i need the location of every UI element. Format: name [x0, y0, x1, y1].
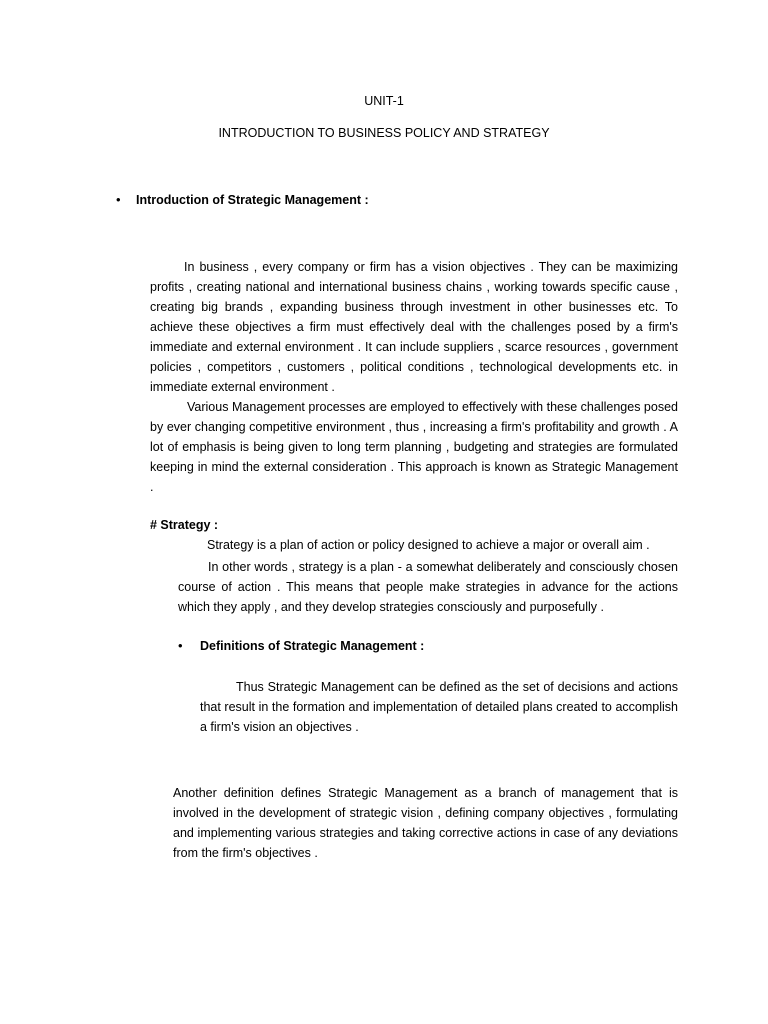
paragraph-management-processes: Various Management processes are employed to effectively with these challenges posed by ever changing competitive environment , thus , increasing a firm's profitability and growth . A lot of emphasis is being given to long term planning , budgeting and strategies are formulated keeping in mind the external consideration . This approach is known as Strategic Management . — [150, 400, 678, 494]
section-heading-definitions: Definitions of Strategic Management : — [200, 639, 425, 653]
strategy-definition: Strategy is a plan of action or policy designed to achieve a major or overall aim . — [207, 538, 650, 552]
strategy-paragraph: In other words , strategy is a plan - a somewhat deliberately and consciously chosen course of action . This means that people make strategies in advance for the actions which they apply , and they develop strategies consciously and purposefully . — [178, 560, 678, 614]
unit-label: UNIT-1 — [364, 94, 404, 108]
bullet-marker: • — [116, 192, 121, 207]
definition-paragraph-1: Thus Strategic Management can be defined as the set of decisions and actions that result in the formation and implementation of detailed plans created to accomplish a firm's vision an objectives . — [200, 680, 678, 734]
bullet-marker: • — [178, 638, 183, 653]
page-title: INTRODUCTION TO BUSINESS POLICY AND STRATEGY — [218, 126, 550, 140]
section-heading-introduction: Introduction of Strategic Management : — [136, 193, 369, 207]
definition-paragraph-2: Another definition defines Strategic Management as a branch of management that is involved in the development of strategic vision , defining company objectives , formulating and implementing various strategies and taking corrective actions in case of any deviations from the firm's objectives . — [173, 786, 678, 860]
strategy-heading: # Strategy : — [150, 518, 219, 532]
paragraph-introduction: In business , every company or firm has a vision objectives . They can be maximizing profits , creating national and international business chains , working towards specific cause , creating big brands , expanding business through investment in other businesses etc. To achieve these objectives a firm must effectively deal with the challenges posed by a firm's immediate and external environment . It can include suppliers , scarce resources , government policies , competitors , customers , political conditions , technological developments etc. in immediate external environment . — [150, 260, 678, 394]
